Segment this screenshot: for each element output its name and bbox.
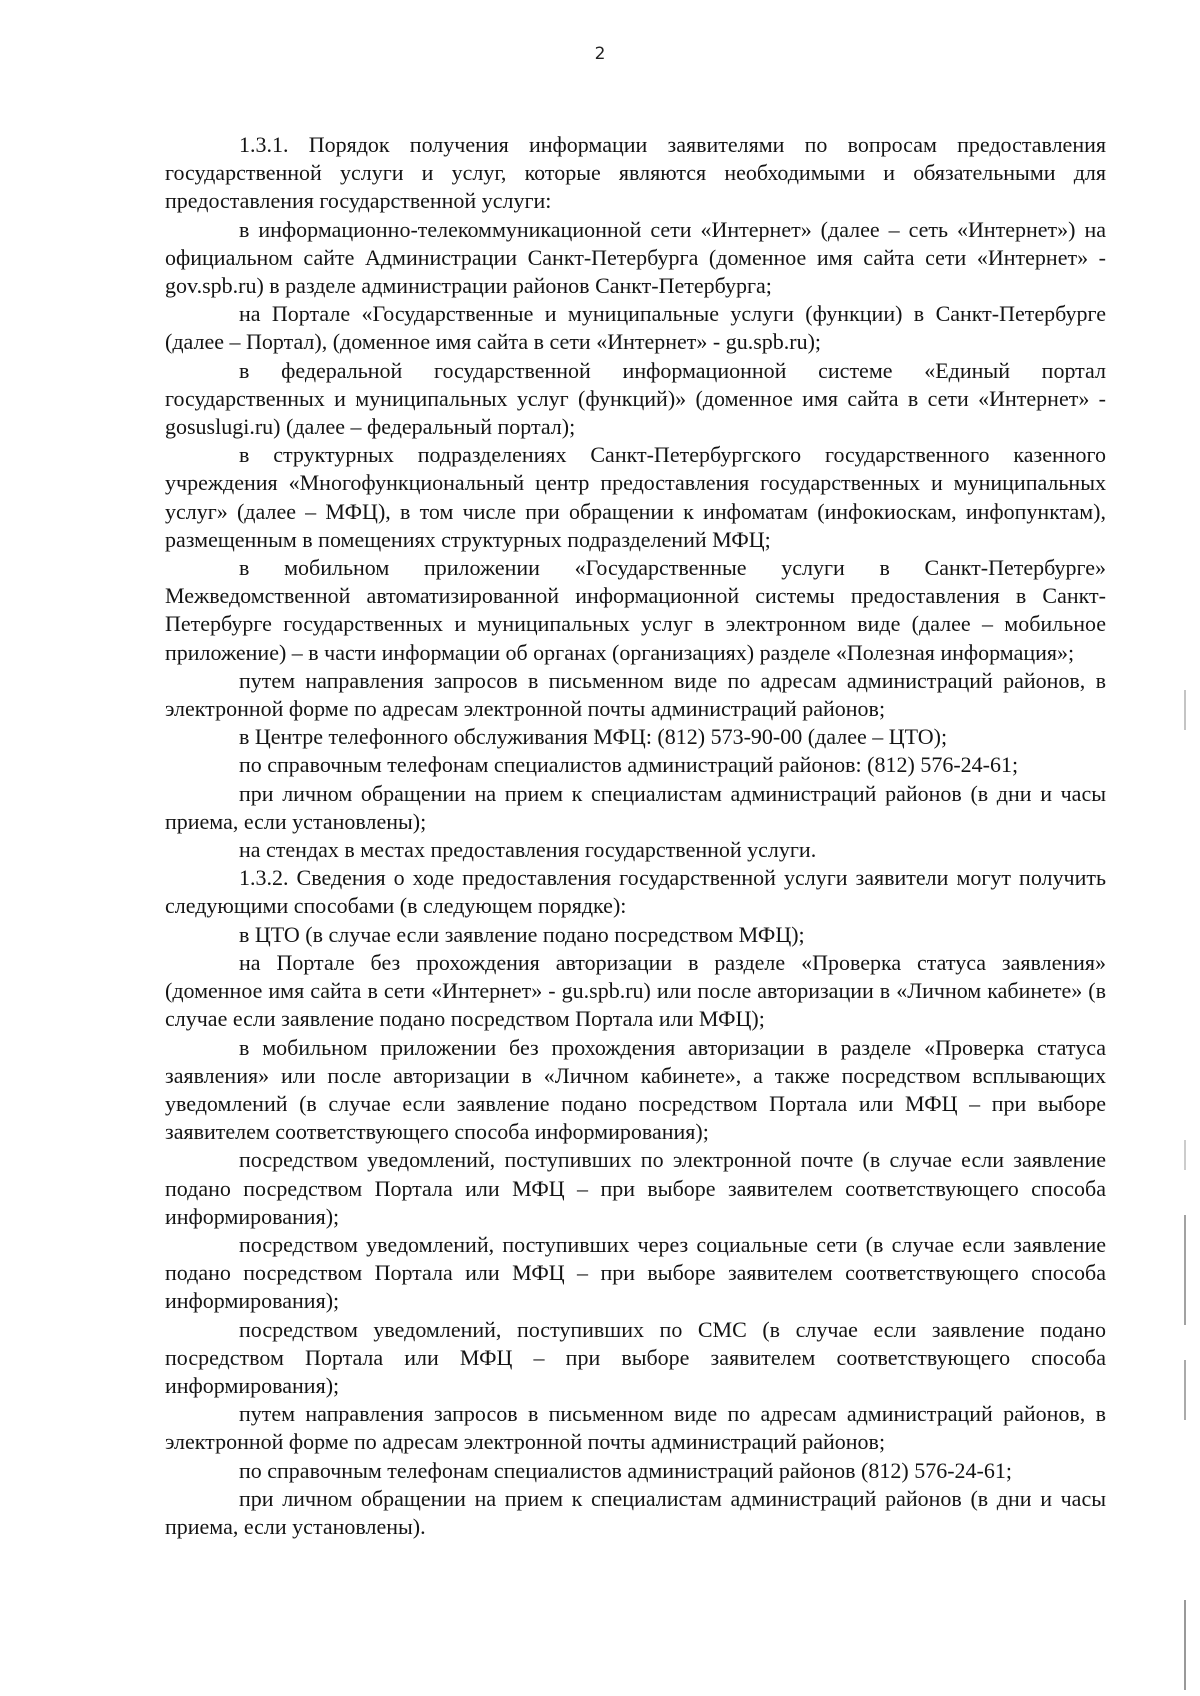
paragraph-cto: в ЦТО (в случае если заявление подано посредством МФЦ); [239, 921, 805, 947]
paragraph-reference-phones-2: по справочным телефонам специалистов администраций районов (812) 576-24-61; [239, 1457, 1012, 1483]
scan-artifact [1184, 1215, 1186, 1325]
scan-artifact [1184, 690, 1186, 730]
paragraph-email-notifications: посредством уведомлений, поступивших по электронной почте (в случае если заявление подано посредством Портала или МФЦ – при выборе заявителем соответствующего способа информирования); [165, 1147, 1106, 1229]
scan-artifact [1184, 1140, 1186, 1170]
paragraph-mobile-status: в мобильном приложении без прохождения авторизации в разделе «Проверка статуса заявления» или после авторизации в «Личном кабинете», а также посредством всплывающих уведомлений (в случае если заявление подано посредством Портала или МФЦ – при выборе заявителем соответствующего способа информирования); [165, 1034, 1106, 1145]
paragraph-written-requests-2: путем направления запросов в письменном виде по адресам администраций районов, в электронной форме по адресам электронной почты администраций районов; [165, 1401, 1106, 1455]
paragraph-1-3-1: 1.3.1. Порядок получения информации заявителями по вопросам предоставления государственной услуги и услуг, которые являются необходимыми и обязательными для предоставления государственной услуги: [165, 132, 1106, 214]
paragraph-written-requests: путем направления запросов в письменном виде по адресам администраций районов, в электронной форме по адресам электронной почты администраций районов; [165, 667, 1106, 722]
paragraph-stands: на стендах в местах предоставления государственной услуги. [239, 837, 817, 863]
paragraph-mfc: в структурных подразделениях Санкт-Петербургского государственного казенного учреждения «Многофункциональный центр предоставления государственных и муниципальных услуг» (далее – МФЦ), в том числе при обращении к инфоматам (инфокиоскам, инфопунктам), размещенным в помещениях структурных подразделений МФЦ; [165, 442, 1106, 552]
page-number: 2 [594, 44, 606, 64]
paragraph-portal-status: на Портале без прохождения авторизации в разделе «Проверка статуса заявления» (доменное имя сайта в сети «Интернет» - gu.spb.ru) или после авторизации в «Личном кабинете» (в случае если заявление подано посредством Портала или МФЦ); [165, 949, 1106, 1032]
paragraph-personal-visit-2: при личном обращении на прием к специалистам администраций районов (в дни и часы приема, если установлены). [165, 1485, 1106, 1539]
paragraph-social-notifications: посредством уведомлений, поступивших через социальные сети (в случае если заявление подано посредством Портала или МФЦ – при выборе заявителем соответствующего способа информирования); [165, 1231, 1106, 1314]
paragraph-internet-site: в информационно-телекоммуникационной сети «Интернет» (далее – сеть «Интернет») на официальном сайте Администрации Санкт-Петербурга (доменное имя сайта сети «Интернет» - gov.spb.ru) в разделе администрации районов Санкт-Петербурга; [165, 216, 1106, 299]
paragraph-mobile-app: в мобильном приложении «Государственные услуги в Санкт-Петербурге» Межведомственной автоматизированной информационной системы предоставления в Санкт-Петербурге государственных и муниципальных услуг в электронном виде (далее – мобильное приложение) – в части информации об органах (организациях) разделе «Полезная информация»; [165, 555, 1106, 665]
paragraph-reference-phones: по справочным телефонам специалистов администраций районов: (812) 576-24-61; [239, 752, 1019, 778]
paragraph-personal-visit: при личном обращении на прием к специалистам администраций районов (в дни и часы приема, если установлены); [165, 780, 1106, 834]
document-body [165, 131, 1106, 1541]
paragraph-portal: на Портале «Государственные и муниципальные услуги (функции) в Санкт-Петербурге (далее – Портал), (доменное имя сайта в сети «Интернет» - gu.spb.ru); [165, 301, 1106, 355]
paragraph-call-center: в Центре телефонного обслуживания МФЦ: (812) 573-90-00 (далее – ЦТО); [239, 724, 948, 750]
paragraph-sms-notifications: посредством уведомлений, поступивших по СМС (в случае если заявление подано посредством Портала или МФЦ – при выборе заявителем соответствующего способа информирования); [165, 1316, 1106, 1398]
paragraph-1-3-2: 1.3.2. Сведения о ходе предоставления государственной услуги заявители могут получить следующими способами (в следующем порядке): [165, 865, 1106, 919]
paragraph-federal-portal: в федеральной государственной информационной системе «Единый портал государственных и муниципальных услуг (функций)» (доменное имя сайта в сети «Интернет» - gosuslugi.ru) (далее – федеральный портал); [165, 357, 1106, 440]
scan-artifact [1184, 1360, 1186, 1420]
scan-artifact [1184, 1600, 1186, 1690]
